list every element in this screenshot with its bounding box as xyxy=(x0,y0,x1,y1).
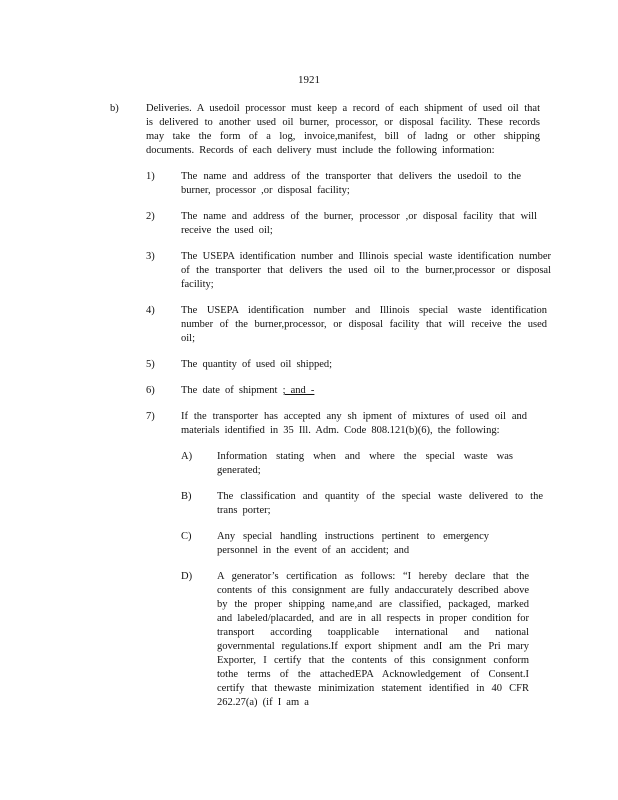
subitem-text: Information stating when and where the special waste was generated; xyxy=(217,451,513,476)
item-label: 4) xyxy=(146,305,155,316)
page-number: 1921 xyxy=(298,74,320,86)
subitem-label: D) xyxy=(181,571,193,582)
subitem-label: A) xyxy=(181,451,193,462)
item-text: The USEPA identification number and Illinois special waste identification number of the burner,processor, or disposal facility that will receive the used oil; xyxy=(181,305,547,344)
subitem-label: C) xyxy=(181,531,192,542)
item-text: The quantity of used oil shipped; xyxy=(181,359,333,370)
item-6-underlined-addition: ; and - xyxy=(282,385,315,396)
item-text: If the transporter has accepted any sh ipment of mixtures of used oil and materials identified in 35 Ill. Adm. Code 808.121(b)(6), the following: xyxy=(181,411,527,436)
subitem-text: The classification and quantity of the special waste delivered to the trans porter; xyxy=(217,491,543,516)
section-label: b) xyxy=(110,103,119,114)
item-text: The name and address of the burner, processor ,or disposal facility that will receive the used oil; xyxy=(181,211,537,236)
item-text: The name and address of the transporter that delivers the usedoil to the burner, processor ,or disposal facility; xyxy=(181,171,521,196)
item-label: 2) xyxy=(146,211,155,222)
section-text: Deliveries. A usedoil processor must keep a record of each shipment of used oil that is delivered to another used oil burner, processor, or disposal facility. These records may take the form of a log, invoice,manifest, bill of ladng or other shipping documents. Records of each delivery must include the following information: xyxy=(146,103,540,156)
item-label: 5) xyxy=(146,359,155,370)
subitem-text: A generator’s certification as follows: “I hereby declare that the contents of this consignment are fully andaccurately described above by the proper shipping name,and are classified, packaged, marked and labeled/placarded, and are in all respects in proper condition for transport according toapplicable international and national governmental regulations.If export shipment andI am the Pri mary Exporter, I certify that the contents of this consignment conform tothe terms of the attachedEPA Acknowledgement of Consent.I certify that thewaste minimization statement identified in 40 CFR 262.27(a) (if I am a xyxy=(217,571,529,708)
item-label: 7) xyxy=(146,411,155,422)
subitem-text: Any special handling instructions pertinent to emergency personnel in the event of an accident; and xyxy=(217,531,489,556)
subitem-label: B) xyxy=(181,491,192,502)
item-text: The USEPA identification number and Illinois special waste identification number of the transporter that delivers the used oil to the burner,processor or disposal facility; xyxy=(181,251,551,290)
item-6-text: The date of shipment xyxy=(181,385,278,396)
item-label: 3) xyxy=(146,251,155,262)
item-label: 6) xyxy=(146,385,155,396)
item-text xyxy=(181,384,547,398)
item-label: 1) xyxy=(146,171,155,182)
